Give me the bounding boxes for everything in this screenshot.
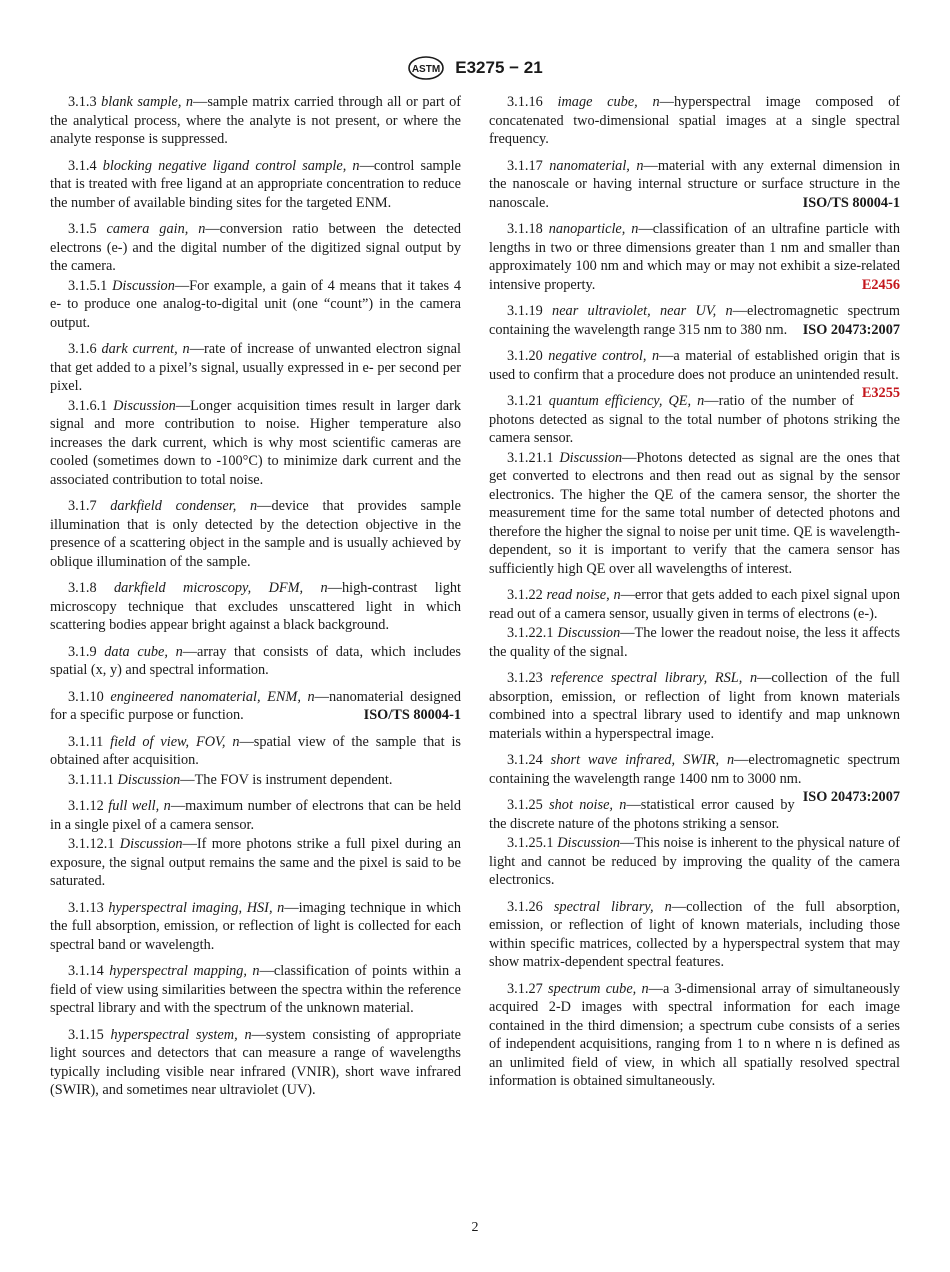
entry-term: camera gain, n	[106, 221, 206, 237]
entry-term: Discussion	[112, 277, 175, 294]
entry-term: Discussion	[559, 449, 623, 466]
reference-citation: ISO 20473:2007	[802, 321, 900, 338]
entry-term: field of view, FOV, n	[110, 733, 240, 750]
entry-term: Discussion	[557, 625, 621, 641]
entry-number: 3.1.25	[507, 797, 543, 813]
entry-number: 3.1.16	[507, 94, 543, 110]
entry-text: —For example, a gain of 4 means that it takes 4 e- to produce one analog-to-digital unit (one “count”) in the camera output.	[50, 277, 461, 331]
entry-number: 3.1.12	[68, 798, 104, 814]
entry-term: hyperspectral imaging, HSI, n	[108, 899, 285, 916]
entry-number: 3.1.13	[68, 899, 104, 916]
entry-text: —classification of points within a field of view using similarities between the spectra within the reference spectral library and with the spectrum of the unknown material.	[50, 963, 461, 1016]
entry-text: —imaging technique in which the full absorption, emission, or reflection of light is collected for each spectral band or wavelength.	[50, 899, 462, 953]
entry-text: —ratio of the number of photons detected as signal to the total number of photons striking the camera sensor.	[489, 393, 900, 446]
entry-term: read noise, n	[546, 587, 621, 603]
entry-number: 3.1.21	[507, 393, 543, 409]
entry-text: —system consisting of appropriate light sources and detectors that can measure a range of wavelengths typically including visible near infrared (VNIR), short wave infrared (SWIR), and sometimes near ultraviolet (UV).	[50, 1026, 461, 1098]
entry-number: 3.1.14	[68, 963, 104, 979]
reference-citation[interactable]: E3255	[861, 385, 900, 401]
definition-entry	[50, 797, 461, 834]
definition-entry	[489, 157, 900, 213]
svg-text:ASTM: ASTM	[412, 64, 441, 75]
definition-entry	[489, 586, 900, 623]
entry-text: —rate of increase of unwanted electron signal that get added to a pixel’s signal, usually expressed in e- per second per pixel.	[50, 341, 462, 394]
entry-number: 3.1.6.1	[68, 397, 108, 414]
entry-term: spectrum cube, n	[548, 980, 649, 997]
entry-text: —If more photons strike a full pixel during an exposure, the signal output remains the same and the pixel is said to be saturated.	[50, 836, 461, 889]
entry-number: 3.1.27	[507, 980, 543, 997]
definition-entry	[50, 497, 461, 571]
entry-number: 3.1.22	[507, 587, 543, 603]
entry-text: —collection of the full absorption, emission, or reflection of light from known materials combined into a spectral library used to identify and map unknown materials within a hyperspectral image.	[489, 670, 900, 742]
entry-number: 3.1.12.1	[68, 836, 115, 852]
entry-text: —collection of the full absorption, emission, or reflection of light of known materials, including those within specific matrices, collected by a hyperspectral system that may show matrix-dependent spectral features.	[489, 898, 901, 970]
entry-term: blank sample, n	[101, 94, 194, 110]
definition-entry	[50, 1026, 461, 1100]
entry-text: —error that gets added to each pixel signal upon read out of a camera sensor, usually given in terms of electrons (e-).	[489, 587, 900, 622]
entry-term: dark current, n	[101, 341, 190, 357]
definition-entry	[489, 449, 900, 579]
entry-term: nanoparticle, n	[548, 221, 639, 237]
entry-text: —classification of an ultrafine particle with lengths in two or three dimensions greater than 1 nm and smaller than approximately 100 nm and which may or may not exhibit a size-related intensive property.	[489, 221, 900, 293]
page-header	[0, 56, 950, 84]
entry-term: darkfield microscopy, DFM, n	[114, 580, 328, 596]
entry-number: 3.1.4	[68, 157, 97, 174]
definition-entry	[50, 771, 461, 790]
entry-text: —material with any external dimension in the nanoscale or having internal structure or surface structure in the nanoscale.	[489, 157, 901, 211]
entry-term: near ultraviolet, near UV, n	[552, 303, 733, 319]
definition-entry	[489, 392, 900, 448]
entry-number: 3.1.24	[507, 752, 543, 768]
entry-number: 3.1.11.1	[68, 771, 114, 788]
entry-term: image cube, n	[557, 94, 660, 110]
entry-number: 3.1.23	[507, 670, 543, 686]
entry-number: 3.1.6	[68, 341, 97, 357]
entry-text: —hyperspectral image composed of concatenated two-dimensional spatial images at a single spectral frequency.	[489, 94, 900, 147]
entry-number: 3.1.5.1	[68, 277, 108, 294]
entry-number: 3.1.20	[507, 348, 543, 364]
entry-number: 3.1.26	[507, 898, 543, 915]
right-column	[489, 93, 900, 1099]
definition-entry	[50, 962, 461, 1018]
entry-number: 3.1.17	[507, 157, 543, 174]
definition-entry	[489, 302, 900, 339]
page-number: 2	[471, 1220, 479, 1235]
entry-number: 3.1.8	[68, 580, 97, 596]
entry-text: —conversion ratio between the detected electrons (e-) and the digital number of the digitized signal output by the camera.	[50, 221, 461, 274]
definition-entry	[50, 340, 461, 396]
definition-entry	[50, 157, 461, 213]
entry-text: —control sample that is treated with free ligand at an appropriate concentration to reduce the number of available binding sites for the targeted ENM.	[50, 157, 461, 211]
definition-entry	[50, 93, 461, 149]
entry-text: —The lower the readout noise, the less it affects the quality of the signal.	[489, 625, 901, 660]
entry-number: 3.1.21.1	[507, 449, 554, 466]
entry-number: 3.1.7	[68, 498, 97, 514]
definition-entry	[50, 579, 461, 635]
document-id: E3275 − 21	[455, 58, 543, 77]
definition-entry	[50, 220, 461, 276]
entry-term: full well, n	[108, 798, 171, 814]
entry-number: 3.1.9	[68, 643, 97, 660]
definition-entry	[50, 688, 461, 725]
entry-text: —statistical error caused by the discrete nature of the photons striking a sensor.	[489, 797, 795, 832]
entry-term: short wave infrared, SWIR, n	[550, 752, 735, 768]
entry-term: reference spectral library, RSL, n	[550, 670, 758, 686]
entry-text: —This noise is inherent to the physical nature of light and cannot be reduced by improving the quality of the camera electronics.	[489, 835, 901, 888]
entry-number: 3.1.18	[507, 221, 543, 237]
entry-term: Discussion	[557, 835, 620, 851]
definition-entry	[489, 834, 900, 890]
definition-entry	[489, 220, 900, 294]
reference-citation: ISO/TS 80004-1	[363, 707, 461, 723]
reference-citation: ISO/TS 80004-1	[802, 194, 900, 211]
entry-term: shot noise, n	[549, 797, 627, 813]
entry-text: —device that provides sample illumination that is only detected by the detection objective in the presence of a scattering object in the sample and is usually achieved by oblique illumination of the sample.	[50, 498, 461, 570]
entry-term: spectral library, n	[553, 898, 672, 915]
entry-term: quantum efficiency, QE, n	[548, 393, 705, 409]
entry-text: —nanomaterial designed for a specific purpose or function.	[50, 688, 461, 723]
entry-term: darkfield condenser, n	[110, 498, 258, 514]
entry-text: —electromagnetic spectrum containing the wavelength range 315 nm to 380 nm.	[489, 303, 900, 338]
entry-term: Discussion	[119, 836, 183, 852]
entry-text: —a material of established origin that is used to confirm that a procedure does not produce an unintended result.	[489, 348, 900, 383]
entry-text: —high-contrast light microscopy technique that excludes unscattered light in which scattering bodies appear bright against a black background.	[50, 580, 461, 633]
definition-entry	[50, 835, 461, 891]
definition-entry	[50, 733, 461, 770]
definition-entry	[489, 898, 900, 972]
entry-text: —The FOV is instrument dependent.	[180, 771, 393, 788]
entry-number: 3.1.5	[68, 221, 97, 237]
entry-text: —Photons detected as signal are the ones that get converted to electrons and then read out as signal by the sensor electronics. The higher the QE of the camera sensor, the shorter the measurement time for the same total number of detected photons and therefore the higher the signal to noise per unit time. QE is wavelength-dependent, so it is important to verify that the camera sensor has sufficiently high QE over all wavelengths of interest.	[489, 449, 900, 577]
entry-term: negative control, n	[548, 348, 660, 364]
definition-entry	[489, 624, 900, 661]
reference-citation[interactable]: E2456	[861, 276, 900, 293]
left-column	[50, 93, 461, 1108]
entry-number: 3.1.19	[507, 303, 543, 319]
astm-logo-icon	[407, 56, 445, 80]
entry-term: engineered nanomaterial, ENM, n	[110, 688, 315, 705]
definition-entry	[50, 899, 461, 955]
definition-entry	[489, 669, 900, 743]
entry-term: blocking negative ligand control sample, n	[102, 157, 360, 174]
entry-number: 3.1.22.1	[507, 625, 554, 641]
entry-number: 3.1.11	[68, 733, 104, 750]
entry-term: nanomaterial, n	[549, 157, 644, 174]
entry-text: —array that consists of data, which includes spatial (x, y) and spectral information.	[50, 643, 461, 678]
definition-entry	[489, 93, 900, 149]
entry-number: 3.1.3	[68, 94, 97, 110]
entry-term: data cube, n	[104, 643, 183, 660]
entry-number: 3.1.10	[68, 688, 104, 705]
entry-term: Discussion	[113, 397, 176, 414]
definition-entry	[50, 397, 461, 490]
definition-entry	[489, 980, 900, 1091]
entry-text: —electromagnetic spectrum containing the wavelength range 1400 nm to 3000 nm.	[489, 752, 900, 787]
entry-number: 3.1.15	[68, 1026, 104, 1043]
entry-term: Discussion	[117, 771, 181, 788]
entry-term: hyperspectral system, n	[110, 1026, 252, 1043]
reference-citation: ISO 20473:2007	[802, 789, 900, 805]
entry-text: —sample matrix carried through all or part of the analytical process, where the analyte is not present, or where the analyte response is suppressed.	[50, 94, 461, 147]
entry-text: —maximum number of electrons that can be held in a single pixel of a camera sensor.	[50, 798, 461, 833]
definition-entry	[50, 643, 461, 680]
definition-entry	[50, 277, 461, 333]
entry-text: —spatial view of the sample that is obtained after acquisition.	[50, 733, 461, 768]
entry-number: 3.1.25.1	[507, 835, 554, 851]
entry-text: —a 3-dimensional array of simultaneously acquired 2-D images with spectral information for each image contained in the third dimension; a spectrum cube consists of a series of independent acquisitions, ranging from 1 to n where n is defined as an unlimited field of view, in which all spatially resolved spectral information is obtained simultaneously.	[489, 980, 900, 1089]
entry-text: —Longer acquisition times result in larger dark signal and more contribution to noise. Higher temperature also increases the dark current, which is why most scientific cameras are cooled (sometimes down to -100°C) to minimize dark current and the associated contribution to total noise.	[50, 397, 461, 488]
entry-term: hyperspectral mapping, n	[109, 963, 260, 979]
